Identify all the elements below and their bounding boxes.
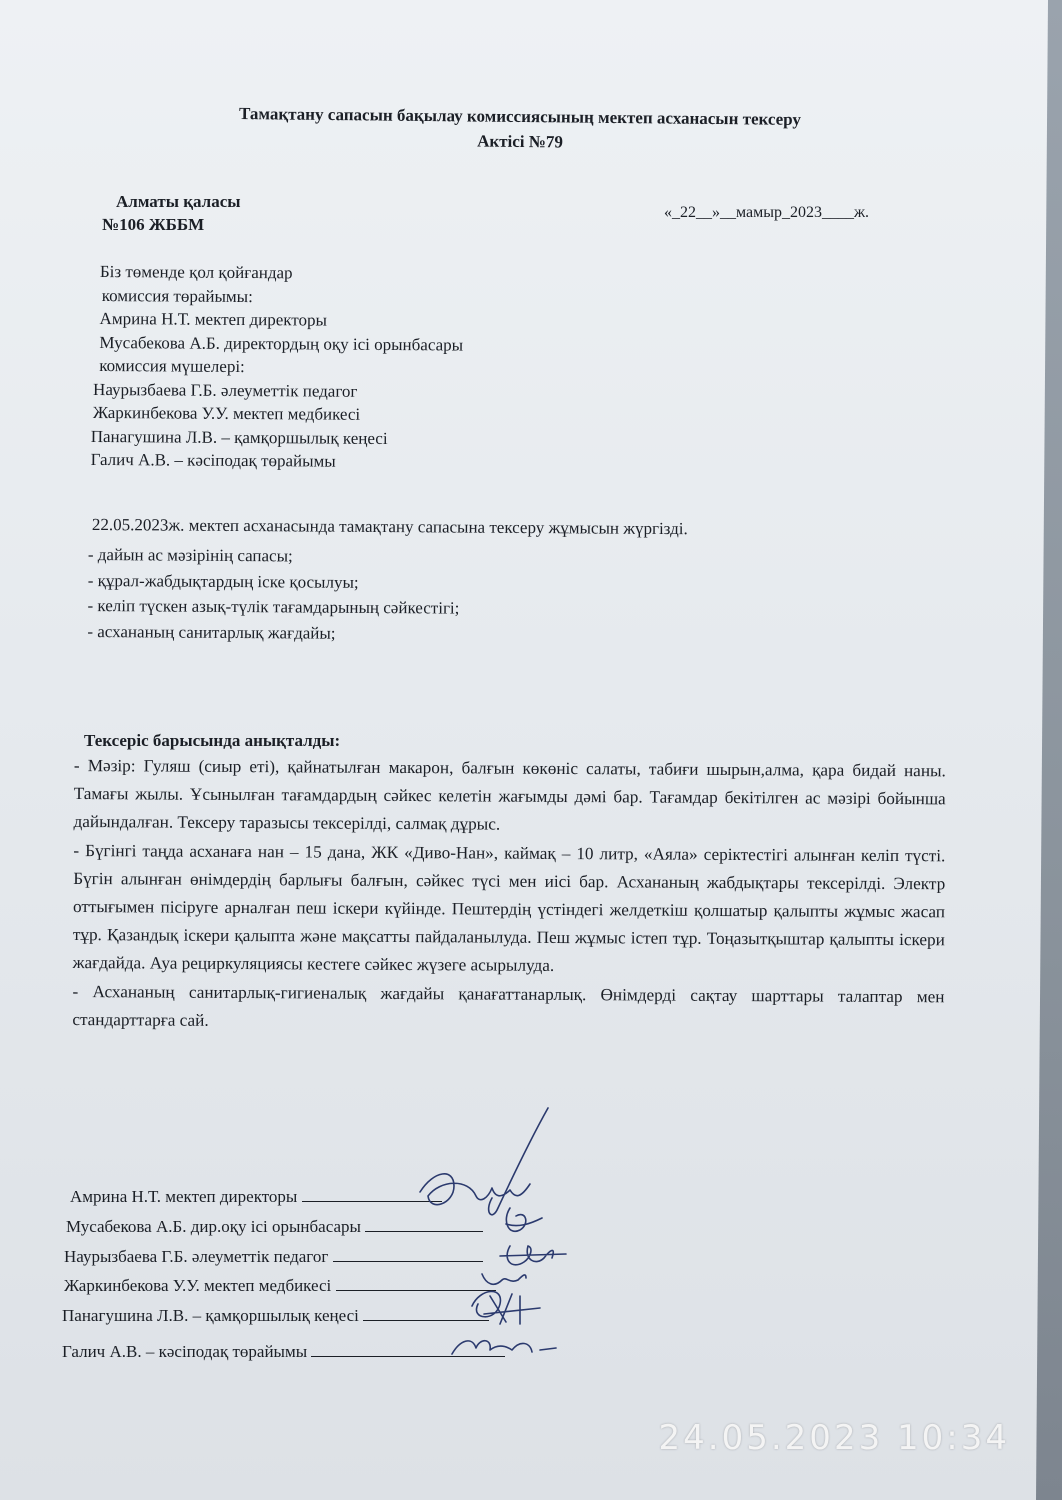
signature-name: Амрина Н.Т. мектеп директоры (70, 1187, 298, 1206)
inspection-item: - асхананың санитарлық жағдайы; (87, 621, 336, 643)
inspection-intro: 22.05.2023ж. мектеп асханасында тамақтану сапасына тексеру жұмысын жүргізді. (91, 514, 688, 539)
signature-naurizbaeva (500, 1246, 566, 1265)
signature-name: Наурызбаева Г.Б. әлеуметтік педагог (64, 1247, 329, 1266)
inspection-item: - дайын ас мәзірінің сапасы; (87, 544, 293, 566)
signatory-line: комиссия мүшелері: (99, 355, 245, 377)
signatory-line: Жаркинбекова У.У. мектеп медбикесі (92, 402, 361, 424)
school-label: №106 ЖББМ (102, 215, 205, 234)
signatory-line: Біз төменде қол қойғандар (99, 261, 293, 283)
findings-heading: Тексеріс барысында анықталды: (84, 731, 341, 750)
signature-galich (452, 1341, 556, 1354)
inspection-item: - құрал-жабдықтардың іске қосылуы; (87, 570, 359, 592)
signatories-list (90, 260, 464, 474)
signatory-line: Амрина Н.Т. мектеп директоры (99, 308, 328, 330)
signature-name: Панагушина Л.В. – қамқоршылық кеңесі (62, 1306, 359, 1325)
findings-body (72, 752, 946, 1039)
signature-name: Жаркинбекова У.У. мектеп медбикесі (64, 1276, 332, 1295)
act-date: «_22__»__мамыр_2023____ж. (664, 204, 870, 221)
signatory-line: комиссия төрайымы: (101, 285, 253, 306)
findings-paragraph: - Мәзір: Гуляш (сиыр еті), қайнатылған макарон, балғын көкөніс салаты, табиғи шырын,алма, қара бидай наны. Тамағы жылы. Ұсынылған тағамдардың сәйкес келетін жағымды дәмі бар. Тағамдар бекітілген ас мәзірі бойынша дайындалған. Тексеру таразысы тексерілді, салмақ дұрыс. (73, 755, 946, 835)
signature-name: Мусабекова А.Б. дир.оқу ісі орынбасары (66, 1217, 361, 1236)
signature-musabekova (506, 1208, 542, 1231)
signature-panagushina (472, 1291, 540, 1324)
signature-name: Галич А.В. – кәсіподақ төрайымы (62, 1342, 308, 1361)
findings-paragraph: - Асхананың санитарлық-гигиеналық жағдайы қанағаттанарлық. Өнімдерді сақтау шарттары талаптар мен стандарттарға сай. (72, 981, 945, 1030)
findings-paragraph: - Бүгінгі таңда асханаға нан – 15 дана, ЖК «Диво-Нан», каймақ – 10 литр, «Аяла» серіктестігі алынған келіп түсті. Бүгін алынған өнімдердің барлығы балғын, сәйкес түсі мен иісі бар. Асхананың жабдықтары тексерілді. Электр оттығымен пісіруге арналған пеш іскери күйінде. Пештердің үстіндегі желдеткіш қолшатыр қалыпты жұмыс жасап тұр. Қазандық іскери қалыпта және мақсатты пайдаланылуда. Пеш жұмыс істеп тұр. Тоңазытқыштар қалыпты іскери жағдайда. Ауа рециркуляциясы кестеге сәйкес жүзеге асырылуда. (72, 840, 946, 976)
signatory-line: Галич А.В. – кәсіподақ төрайымы (90, 449, 336, 471)
document-title-line2: Актісі №79 (477, 131, 563, 152)
handwritten-signatures (380, 1100, 600, 1370)
document-title-line1: Тамақтану сапасын бақылау комиссиясының мектеп асханасын тексеру (238, 104, 802, 129)
inspection-items (87, 542, 460, 647)
signature-amrina (420, 1108, 548, 1215)
inspection-item: - келіп түскен азық-түлік тағамдарының сәйкестігі; (87, 595, 460, 618)
signature-zharkinbekova (482, 1274, 526, 1284)
signatory-line: Мусабекова А.Б. директордың оқу ісі орынбасары (99, 332, 464, 355)
photo-timestamp: 24.05.2023 10:34 (658, 1418, 1010, 1458)
city-label: Алматы қаласы (116, 192, 241, 211)
signatory-line: Наурызбаева Г.Б. әлеуметтік педагог (93, 379, 358, 401)
signatory-line: Панагушина Л.В. – қамқоршылық кеңесі (90, 426, 388, 448)
